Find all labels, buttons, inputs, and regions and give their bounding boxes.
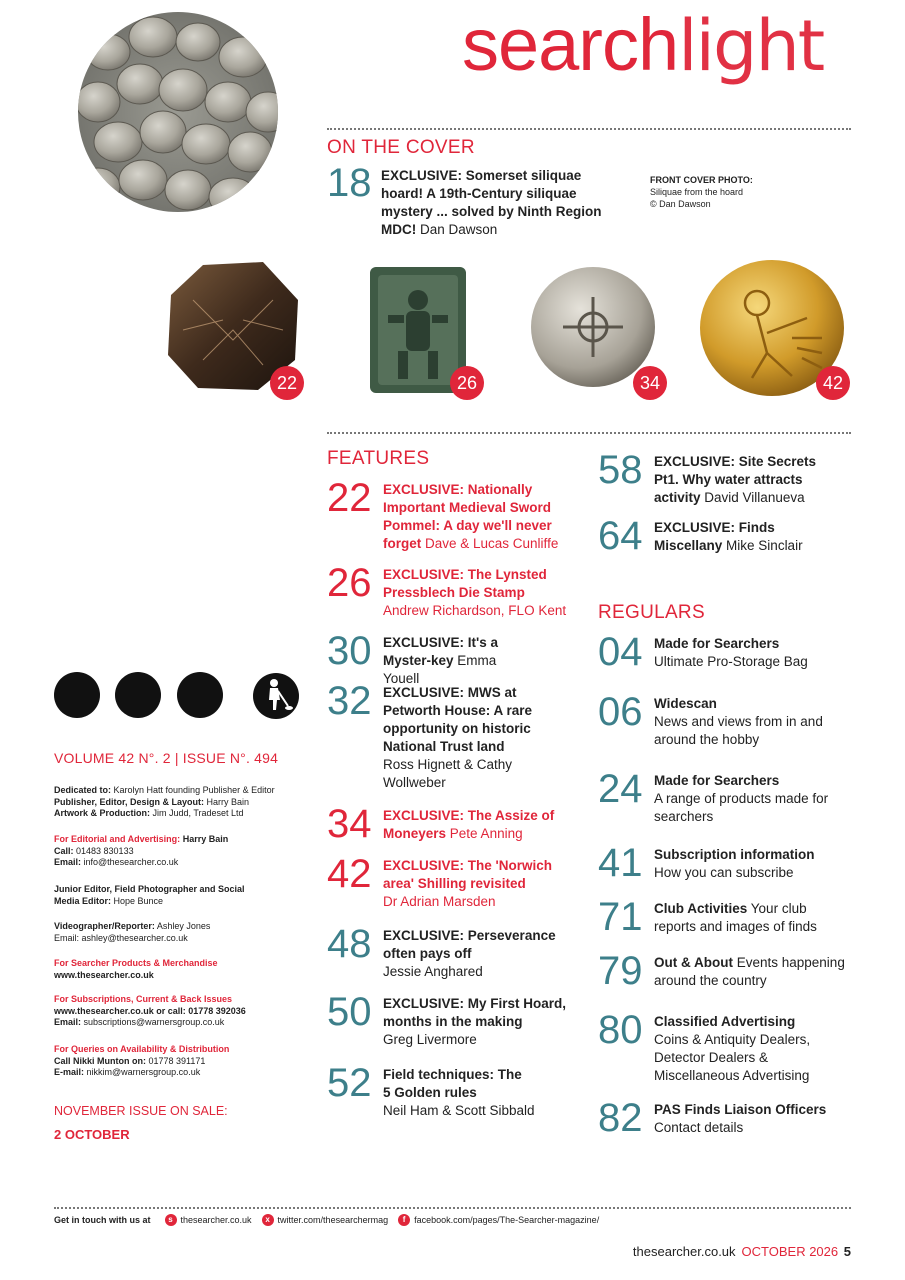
regular-desc: Contact details — [654, 1120, 744, 1135]
cover-badge-34: 34 — [633, 366, 667, 400]
feature-page-number: 42 — [327, 852, 372, 896]
regular-desc: Your club reports and images of finds — [654, 901, 817, 934]
feature-author: Ross Hignett & Cathy Wollweber — [383, 757, 513, 790]
page-footer-month: OCTOBER 2026 — [741, 1244, 839, 1259]
regular-page-number: 24 — [598, 767, 643, 811]
feature-title: EXCLUSIVE: The 'Norwich area' Shilling revisited — [383, 858, 552, 891]
feature-page-number: 50 — [327, 990, 372, 1034]
feature-author: Mike Sinclair — [722, 538, 803, 553]
volume-issue: VOLUME 42 N°. 2 | ISSUE N°. 494 — [54, 750, 279, 766]
footer-facebook-link[interactable]: facebook.com/pages/The-Searcher-magazine/ — [414, 1215, 600, 1225]
regular-page-number: 41 — [598, 841, 643, 885]
page-footer-site: thesearcher.co.uk — [632, 1244, 736, 1259]
page-footer — [633, 1244, 851, 1259]
regular-title: PAS Finds Liaison Officers — [654, 1102, 827, 1117]
feature-title: EXCLUSIVE: It's a Myster-key — [383, 635, 498, 668]
regular-title: Club Activities — [654, 901, 748, 916]
regular-desc: Events happening around the country — [654, 955, 845, 988]
feature-page-number: 30 — [327, 629, 372, 673]
feature-author: Dave & Lucas Cunliffe — [421, 536, 559, 551]
feature-title: EXCLUSIVE: The Lynsted Pressblech Die Stamp — [383, 567, 547, 600]
regular-desc: News and views from in and around the hobby — [654, 714, 823, 747]
cover-coin-hoard-photo — [78, 12, 278, 212]
feature-title: Field techniques: The 5 Golden rules — [383, 1067, 522, 1100]
feature-title: EXCLUSIVE: Finds Miscellany — [654, 520, 775, 553]
regular-page-number: 79 — [598, 949, 643, 993]
feature-title: EXCLUSIVE: Nationally Important Medieval Sword Pommel: A day we'll never forget — [383, 482, 552, 551]
regular-title: Widescan — [654, 696, 717, 711]
divider — [54, 1207, 851, 1209]
feature-page-number: 64 — [598, 514, 643, 558]
credits-junior-editor: Junior Editor, Field Photographer and Social Media Editor: Hope Bunce — [54, 884, 245, 906]
footer-contact — [54, 1214, 599, 1226]
masthead-bold: search — [462, 3, 679, 86]
twitter-icon: x — [262, 1214, 274, 1226]
regular-desc: Coins & Antiquity Dealers, Detector Dealers & Miscellaneous Advertising — [654, 1032, 811, 1083]
feature-page-number: 48 — [327, 922, 372, 966]
feature-author: Greg Livermore — [383, 1032, 477, 1047]
front-cover-photo-copyright: © Dan Dawson — [650, 199, 711, 209]
feature-author: Pete Anning — [446, 826, 523, 841]
credits-products: For Searcher Products & Merchandise www.thesearcher.co.uk — [54, 958, 218, 980]
front-cover-photo-heading: FRONT COVER PHOTO: — [650, 175, 753, 185]
regular-desc: How you can subscribe — [654, 865, 794, 880]
feature-page-number: 52 — [327, 1061, 372, 1105]
section-on-the-cover: ON THE COVER — [327, 137, 475, 158]
credits-editorial: For Editorial and Advertising: Harry Bain Call: 01483 830133 Email: info@thesearcher.co.uk — [54, 834, 229, 867]
feature-page-number: 26 — [327, 561, 372, 605]
regular-title: Subscription information — [654, 847, 815, 862]
feature-title: EXCLUSIVE: MWS at Petworth House: A rare opportunity on historic National Trust land — [383, 685, 533, 754]
regular-title: Made for Searchers — [654, 636, 780, 651]
decorative-dot — [177, 672, 223, 718]
cover-badge-22: 22 — [270, 366, 304, 400]
front-cover-photo-caption: Siliquae from the hoard — [650, 187, 744, 197]
feature-author: Neil Ham & Scott Sibbald — [383, 1103, 535, 1118]
regular-page-number: 80 — [598, 1008, 643, 1052]
regular-title: Made for Searchers — [654, 773, 780, 788]
next-issue-label: NOVEMBER ISSUE ON SALE: — [54, 1104, 228, 1118]
regular-desc: A range of products made for searchers — [654, 791, 829, 824]
footer-lead: Get in touch with us at — [54, 1215, 151, 1225]
feature-author: Andrew Richardson, FLO Kent — [383, 603, 567, 618]
feature-page-number: 34 — [327, 802, 372, 846]
page-number: 5 — [843, 1244, 851, 1259]
credits-subscriptions: For Subscriptions, Current & Back Issues www.thesearcher.co.uk or call: 01778 392036 Email: subscriptions@warnersgroup.co.uk — [54, 994, 246, 1027]
credits-distribution: For Queries on Availability & Distribution Call Nikki Munton on: 01778 391171 E-mail: nikkim@warnersgroup.co.uk — [54, 1044, 230, 1077]
regular-page-number: 82 — [598, 1096, 643, 1140]
regular-page-number: 04 — [598, 630, 643, 674]
feature-author: Emma Youell — [383, 653, 497, 686]
divider — [327, 432, 851, 434]
masthead-light: light — [678, 5, 824, 87]
decorative-dot — [54, 672, 100, 718]
section-regulars: REGULARS — [598, 602, 705, 623]
feature-title: EXCLUSIVE: Perseverance often pays off — [383, 928, 556, 961]
feature-title: EXCLUSIVE: Site Secrets Pt1. Why water attracts activity — [654, 454, 817, 505]
section-features: FEATURES — [327, 448, 430, 469]
feature-title: EXCLUSIVE: My First Hoard, months in the making — [383, 996, 567, 1029]
cover-story-title: EXCLUSIVE: Somerset siliquae hoard! A 19th-Century siliquae mystery ... solved by Ninth Region MDC! — [381, 168, 602, 237]
masthead — [462, 3, 824, 87]
next-issue-date: 2 OCTOBER — [54, 1127, 130, 1142]
feature-page-number: 58 — [598, 448, 643, 492]
credits-videographer: Videographer/Reporter: Ashley Jones Email: ashley@thesearcher.co.uk — [54, 921, 211, 943]
footer-twitter-link[interactable]: twitter.com/thesearchermag — [277, 1215, 389, 1225]
cover-story[interactable] — [381, 167, 621, 239]
feature-title: EXCLUSIVE: The Assize of Moneyers — [383, 808, 555, 841]
credits-staff: Dedicated to: Karolyn Hatt founding Publisher & Editor Publisher, Editor, Design & Layout: Harry Bain Artwork & Production: Jim Judd, Tradeset Ltd — [54, 785, 275, 818]
regular-page-number: 06 — [598, 690, 643, 734]
feature-author: David Villanueva — [700, 490, 805, 505]
cover-badge-42: 42 — [816, 366, 850, 400]
regular-page-number: 71 — [598, 895, 643, 939]
front-cover-photo-credit — [650, 174, 850, 210]
footer-website-link[interactable]: thesearcher.co.uk — [180, 1215, 252, 1225]
cover-badge-26: 26 — [450, 366, 484, 400]
cover-story-author: Dan Dawson — [416, 222, 498, 237]
feature-author: Dr Adrian Marsden — [383, 894, 496, 909]
regular-title: Out & About — [654, 955, 733, 970]
feature-author: Jessie Anghared — [383, 964, 483, 979]
feature-page-number: 32 — [327, 679, 372, 723]
cover-page-number: 18 — [327, 161, 372, 205]
website-icon: s — [165, 1214, 177, 1226]
detectorist-logo-icon — [252, 672, 300, 720]
facebook-icon: f — [398, 1214, 410, 1226]
feature-page-number: 22 — [327, 476, 372, 520]
divider — [327, 128, 851, 130]
decorative-dot — [115, 672, 161, 718]
regular-title: Classified Advertising — [654, 1014, 796, 1029]
regular-desc: Ultimate Pro-Storage Bag — [654, 654, 808, 669]
